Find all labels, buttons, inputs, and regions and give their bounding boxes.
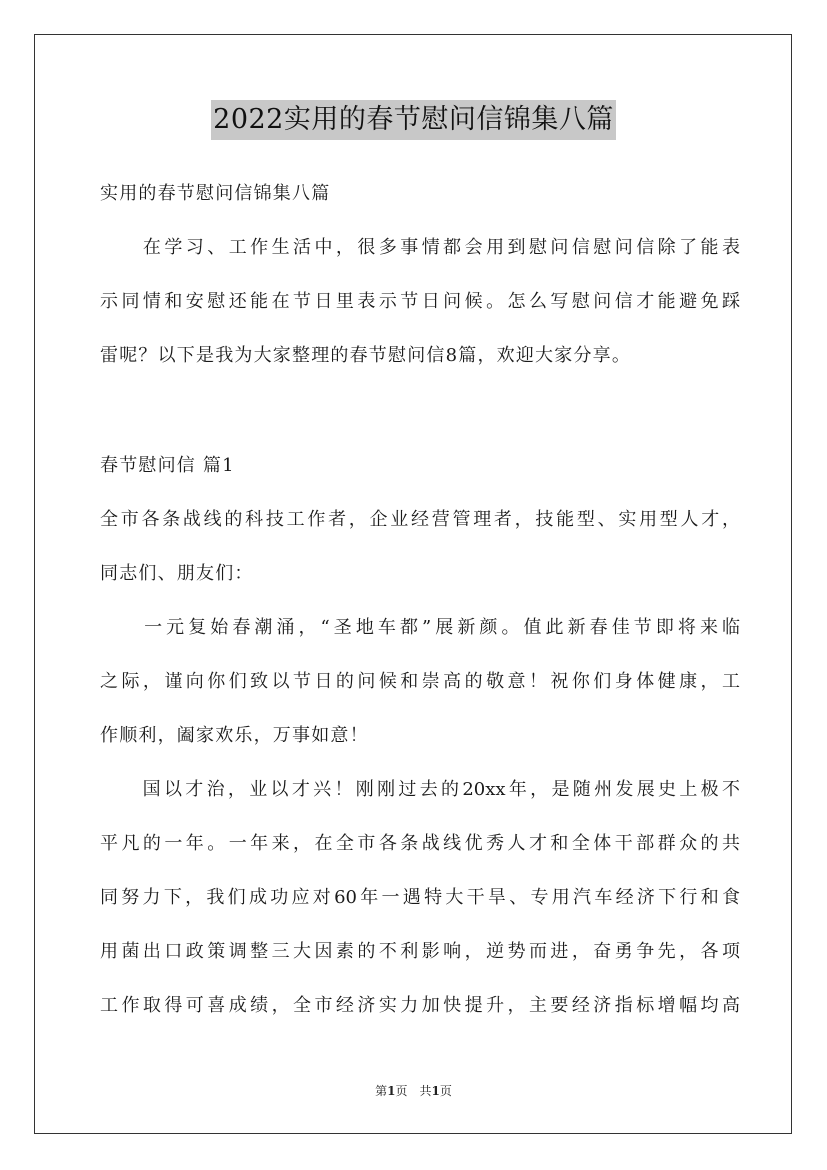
document-title: 2022实用的春节慰问信锦集八篇 (211, 100, 616, 140)
page-label-mid: 页 共 (395, 1084, 432, 1098)
page-footer (0, 1082, 827, 1099)
paragraph-line: 之际，谨向你们致以节日的问候和崇高的敬意！祝你们身体健康，工 (100, 671, 740, 692)
paragraph-line: 同志们、朋友们： (100, 563, 254, 584)
paragraph-line: 全市各条战线的科技工作者，企业经营管理者，技能型、实用型人才， (100, 509, 740, 530)
total-pages: 1 (431, 1084, 440, 1098)
page-number: 1 (387, 1084, 396, 1098)
subtitle-line: 实用的春节慰问信锦集八篇 (100, 183, 331, 204)
paragraph-line: 同努力下，我们成功应对60年一遇特大干旱、专用汽车经济下行和食 (100, 887, 740, 908)
paragraph-line: 平凡的一年。一年来，在全市各条战线优秀人才和全体干部群众的共 (100, 833, 740, 854)
paragraph-line: 国以才治，业以才兴！刚刚过去的20xx年，是随州发展史上极不 (100, 779, 740, 800)
paragraph-line: 用菌出口政策调整三大因素的不利影响，逆势而进，奋勇争先，各项 (100, 941, 740, 962)
paragraph-line: 作顺利，阖家欢乐，万事如意！ (100, 725, 369, 746)
page-label-prefix: 第 (375, 1084, 388, 1098)
paragraph-line: 示同情和安慰还能在节日里表示节日问候。怎么写慰问信才能避免踩 (100, 291, 740, 312)
page-label-suffix: 页 (439, 1084, 452, 1098)
section-heading: 春节慰问信 篇1 (100, 455, 235, 476)
paragraph-line: 在学习、工作生活中，很多事情都会用到慰问信慰问信除了能表 (100, 237, 740, 258)
paragraph-line: 雷呢？以下是我为大家整理的春节慰问信8篇，欢迎大家分享。 (100, 345, 632, 366)
title-container (0, 100, 827, 140)
paragraph-line: 一元复始春潮涌，“圣地车都”展新颜。值此新春佳节即将来临 (100, 617, 740, 638)
paragraph-line: 工作取得可喜成绩，全市经济实力加快提升，主要经济指标增幅均高 (100, 995, 740, 1016)
